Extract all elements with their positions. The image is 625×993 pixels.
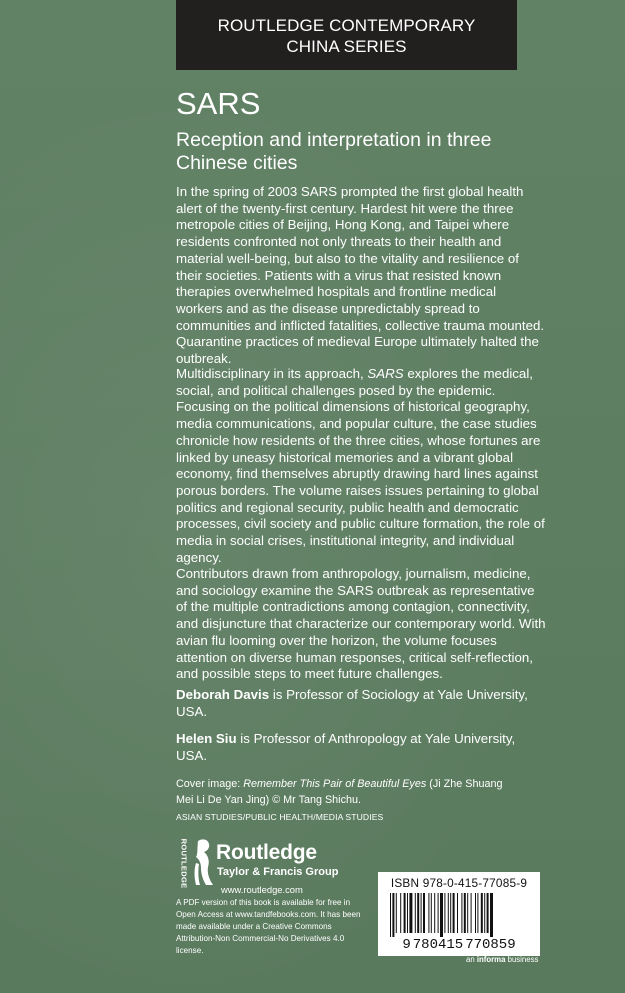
imprint-prefix: an <box>466 955 477 964</box>
editor-name-2: Helen Siu <box>176 731 237 746</box>
barcode-bar <box>404 893 406 933</box>
barcode-bar <box>457 893 458 933</box>
editor-bio-1 <box>176 687 546 720</box>
credit-artwork-title: Remember This Pair of Beautiful Eyes <box>243 778 427 790</box>
barcode-bar <box>431 893 432 933</box>
barcode-bar <box>438 893 439 933</box>
barcode-bar <box>475 893 476 933</box>
editor-name-1: Deborah Davis <box>176 687 270 702</box>
barcode-bar <box>400 893 401 933</box>
open-access-note: A PDF version of this book is available for free in Open Access at www.tandfebooks.com. It has been made available under a Creative Commons Attribution-Non Commercial-No Derivatives 4.0 license. <box>176 898 361 956</box>
barcode-group-1: 780415 <box>412 937 464 953</box>
blurb-paragraph-3: Contributors drawn from anthropology, journalism, medicine, and sociology examine the SARS outbreak as representative of the multiple contradictions among contagion, connectivity, and disjuncture that characterize our contemporary world. With avian flu looming over the horizon, the volume focuses attention on diverse human responses, critical self-reflection, and possible steps to meet future challenges. <box>176 566 546 682</box>
blurb-p2-prefix: Multidisciplinary in its approach, <box>176 366 368 381</box>
barcode-bar <box>415 893 416 933</box>
barcode-bar <box>477 893 478 933</box>
barcode-bar <box>396 893 397 933</box>
barcode-bar <box>392 893 394 937</box>
barcode-bar <box>428 893 429 933</box>
routledge-figure-icon <box>192 837 216 889</box>
barcode-bar <box>417 893 419 933</box>
credit-prefix: Cover image: <box>176 778 244 790</box>
imprint-brand: informa <box>476 955 506 964</box>
blurb-paragraph-2 <box>176 366 546 566</box>
barcode-bar <box>453 893 455 933</box>
publisher-name: Routledge <box>216 841 317 864</box>
publisher-url[interactable]: www.routledge.com <box>221 884 303 895</box>
barcode-bar <box>409 893 412 933</box>
series-line-1: ROUTLEDGE CONTEMPORARY <box>217 16 476 35</box>
barcode-bar <box>487 893 489 933</box>
barcode-digits <box>378 937 540 953</box>
subject-categories: ASIAN STUDIES/PUBLIC HEALTH/MEDIA STUDIES <box>176 812 384 822</box>
publisher-group: Taylor & Francis Group <box>217 866 339 878</box>
barcode-lead-digit: 9 <box>402 937 411 953</box>
barcode-bar <box>464 893 466 933</box>
barcode-bar <box>484 893 485 933</box>
barcode-bars <box>390 893 528 937</box>
series-line-2: CHINA SERIES <box>286 37 407 56</box>
editor-desc-1: is Professor of Sociology at Yale University, USA. <box>176 687 528 719</box>
cover-image-credit <box>176 776 521 808</box>
blurb-paragraph-1: In the spring of 2003 SARS prompted the first global health alert of the twenty-first century. Hardest hit were the three metropole cities of Beijing, Hong Kong, and Taipei where residents confronted not only threats to their health and material well-being, but also to the vitality and resilience of their societies. Patients with a virus that resisted known therapies overwhelmed hospitals and frontline medical workers and as the disease unpredictably spread to communities and inflicted fatalities, collective trauma mounted. Quarantine practices of medieval Europe ultimately halted the outbreak. <box>176 184 545 367</box>
credit-rest: (Ji Zhe Shuang Mei Li De Yan Jing) © Mr Tang Shichu. <box>176 778 503 806</box>
barcode-bar <box>390 893 391 937</box>
barcode-bar <box>440 893 443 937</box>
book-subtitle: Reception and interpretation in three Chinese cities <box>176 129 492 174</box>
editor-desc-2: is Professor of Anthropology at Yale University, USA. <box>176 731 516 763</box>
barcode-bar <box>461 893 462 933</box>
informa-imprint <box>466 955 538 965</box>
barcode-bar <box>407 893 408 933</box>
barcode-bar <box>423 893 425 933</box>
imprint-suffix: business <box>505 955 539 964</box>
barcode-bar <box>490 893 493 937</box>
book-title: SARS <box>176 86 261 121</box>
blurb-p2-rest: explores the medical, social, and political challenges posed by the epidemic. Focusing on the political dimensions of historical geography, media communications, and popular culture, the case studies chronicle how residents of the three cities, whose fortunes are linked by uneasy historical memories and a vibrant global economy, find themselves abruptly drawing hard lines against porous borders. The volume raises issues pertaining to global politics and regional security, public health and democratic processes, civil society and public culture formation, the role of media in social crises, institutional integrity, and individual agency. <box>176 366 545 565</box>
publisher-vertical-mark: ROUTLEDGE <box>179 838 189 888</box>
barcode-bar <box>434 893 435 933</box>
isbn-barcode <box>378 872 540 956</box>
barcode-bar <box>421 893 422 933</box>
barcode-bar <box>450 893 451 933</box>
isbn-label: ISBN 978-0-415-77085-9 <box>390 876 528 890</box>
series-banner <box>176 0 517 70</box>
blurb-p2-title: SARS <box>367 366 404 381</box>
barcode-group-2: 770859 <box>465 937 516 953</box>
barcode-bar <box>481 893 483 933</box>
barcode-bar <box>471 893 472 933</box>
editor-bio-2 <box>176 731 546 764</box>
barcode-bar <box>467 893 468 933</box>
barcode-bar <box>448 893 449 933</box>
barcode-bar <box>444 893 445 933</box>
publisher-logo <box>176 835 356 897</box>
